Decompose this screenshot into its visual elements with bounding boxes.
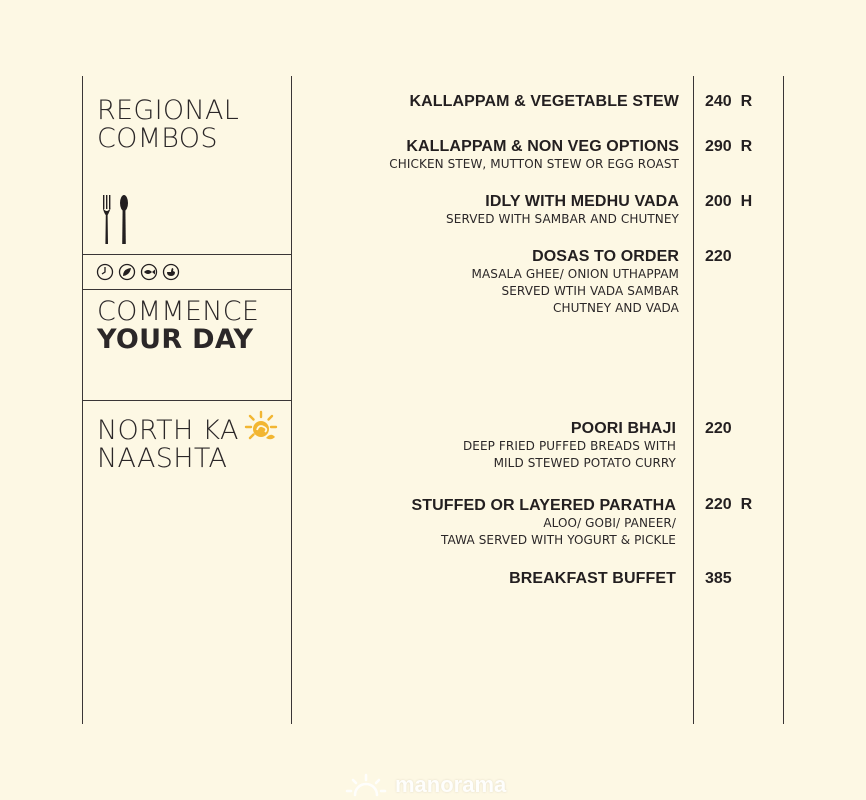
- menu-item-price: 290 R: [705, 138, 753, 155]
- menu-item-name: KALLAPPAM & NON VEG OPTIONS: [406, 138, 679, 155]
- section-title-regional-combos: [97, 97, 239, 153]
- leaf-icon: [118, 263, 136, 281]
- menu-item-name: IDLY WITH MEDHU VADA: [485, 193, 679, 210]
- menu-item-price: 385: [705, 570, 732, 587]
- section-title-line-bold: YOUR DAY: [97, 324, 254, 355]
- menu-item-desc: CHICKEN STEW, MUTTON STEW OR EGG ROAST: [389, 157, 679, 171]
- clock-icon: [96, 263, 114, 281]
- menu-item-name: POORI BHAJI: [570, 420, 676, 437]
- menu-item: [509, 569, 676, 588]
- sidebar-divider-1: [82, 254, 292, 255]
- sidebar-divider-3: [82, 400, 292, 401]
- menu-item-desc: TAWA SERVED WITH YOGURT & PICKLE: [441, 533, 676, 547]
- sun-icon: [244, 410, 278, 444]
- section-title-line: NORTH KA: [97, 415, 239, 446]
- fish-icon: [140, 263, 158, 281]
- menu-item: [411, 496, 676, 549]
- menu-item: [446, 192, 679, 228]
- menu-item-desc: ALOO/ GOBI/ PANEER/: [543, 516, 676, 530]
- menu-item-desc: MILD STEWED POTATO CURRY: [493, 456, 676, 470]
- diet-icons-row: [96, 263, 180, 281]
- menu-item-price: 200 H: [705, 193, 753, 210]
- watermark-text: manorama: [395, 772, 507, 797]
- menu-item-name: STUFFED OR LAYERED PARATHA: [411, 497, 676, 514]
- column-rule-right: [783, 76, 784, 724]
- section-title-line: COMBOS: [97, 123, 218, 154]
- menu-item-price: 240 R: [705, 93, 753, 110]
- cutlery-icon: [100, 195, 132, 245]
- menu-item-name: KALLAPPAM & VEGETABLE STEW: [409, 93, 679, 110]
- menu-item: [472, 247, 679, 317]
- menu-item: [389, 137, 679, 173]
- sun-logo-icon: [345, 773, 387, 797]
- watermark-logo: [345, 772, 506, 798]
- menu-item-desc: SERVED WITH SAMBAR AND CHUTNEY: [446, 212, 679, 226]
- sidebar-divider-2: [82, 289, 292, 290]
- menu-item: [463, 419, 676, 472]
- menu-item-desc: MASALA GHEE/ ONION UTHAPPAM: [471, 267, 679, 281]
- menu-item-desc: CHUTNEY AND VADA: [553, 301, 679, 315]
- section-title-commence: [97, 298, 259, 354]
- menu-item-desc: SERVED WTIH VADA SAMBAR: [501, 284, 679, 298]
- section-title-line: REGIONAL: [97, 95, 240, 126]
- menu-item-price: 220: [705, 248, 732, 265]
- menu-item-name: DOSAS TO ORDER: [532, 248, 679, 265]
- menu-item-name: BREAKFAST BUFFET: [509, 570, 676, 587]
- menu-item-desc: DEEP FRIED PUFFED BREADS WITH: [462, 439, 676, 453]
- section-title-line: NAASHTA: [97, 443, 228, 474]
- column-rule-price: [693, 76, 694, 724]
- menu-item: [409, 92, 679, 111]
- section-title-north: [97, 417, 239, 473]
- menu-item-price: 220 R: [705, 496, 753, 513]
- menu-item-price: 220: [705, 420, 732, 437]
- chicken-icon: [162, 263, 180, 281]
- section-title-line: COMMENCE: [97, 296, 260, 327]
